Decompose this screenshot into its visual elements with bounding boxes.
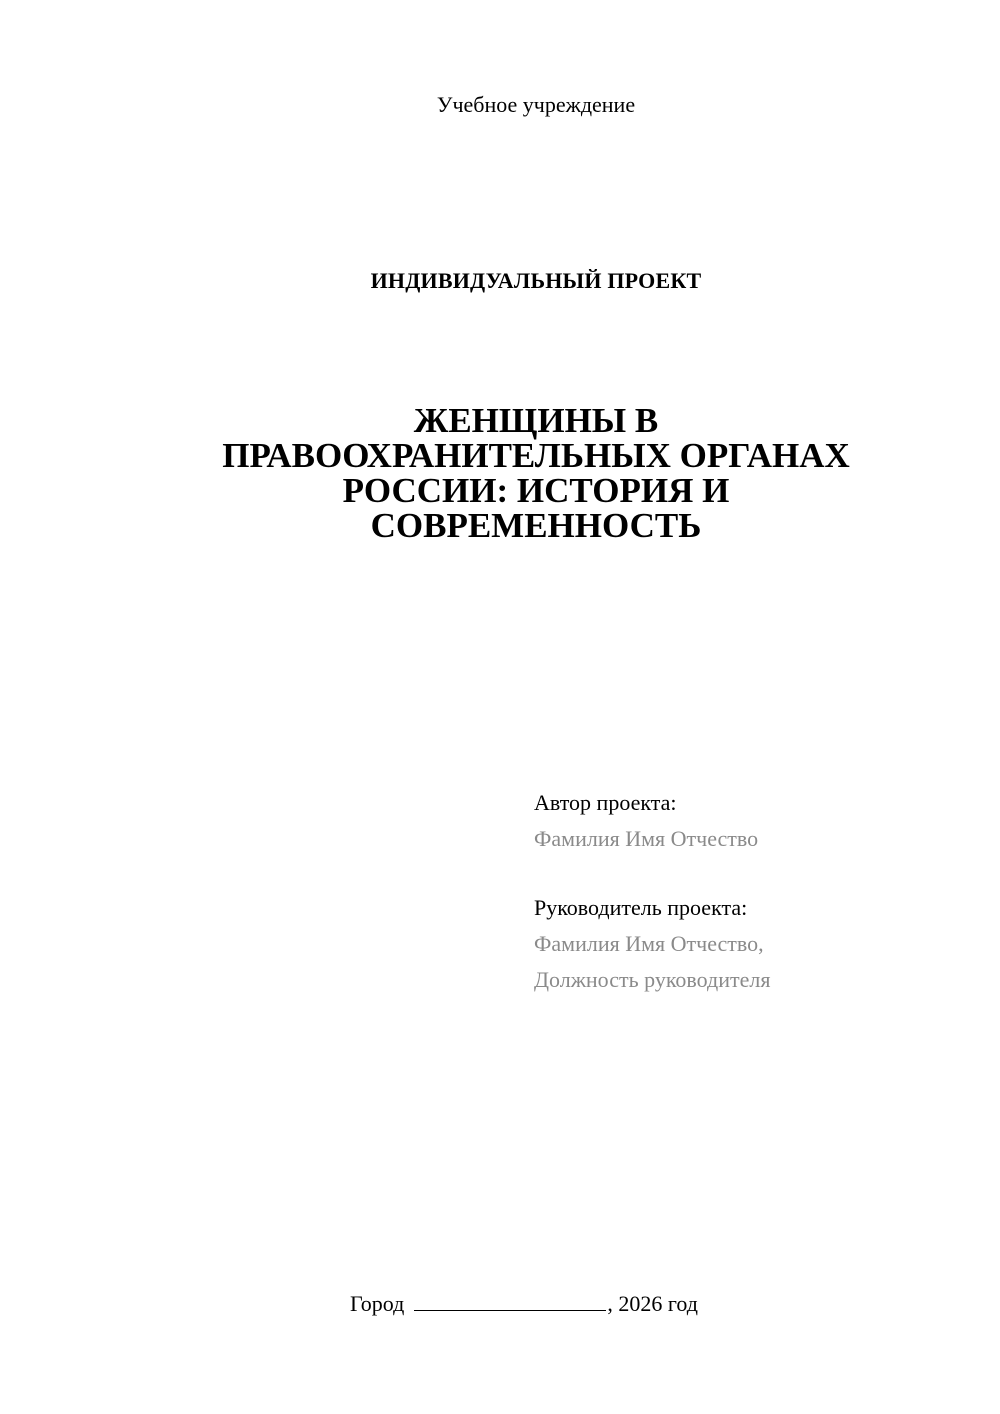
supervisor-name: Фамилия Имя Отчество, [534,931,764,956]
institution-name: Учебное учреждение [436,92,636,117]
city-year-line [350,1289,698,1319]
title-line: РОССИИ: ИСТОРИЯ И [342,471,730,510]
supervisor-position: Должность руководителя [534,967,771,992]
document-type: ИНДИВИДУАЛЬНЫЙ ПРОЕКТ [370,268,702,293]
supervisor-label: Руководитель проекта: [534,895,748,920]
city-blank-line [414,1292,606,1311]
author-label: Автор проекта: [534,790,677,815]
title-line: ПРАВООХРАНИТЕЛЬНЫХ ОРГАНАХ [222,436,850,475]
year-text: , 2026 год [607,1291,698,1316]
author-block [534,785,758,857]
title-line: СОВРЕМЕННОСТЬ [370,506,702,545]
author-name: Фамилия Имя Отчество [534,826,759,851]
city-label: Город [350,1291,405,1316]
title-line: ЖЕНЩИНЫ В [413,401,659,440]
supervisor-block [534,890,770,998]
project-title [150,403,922,543]
